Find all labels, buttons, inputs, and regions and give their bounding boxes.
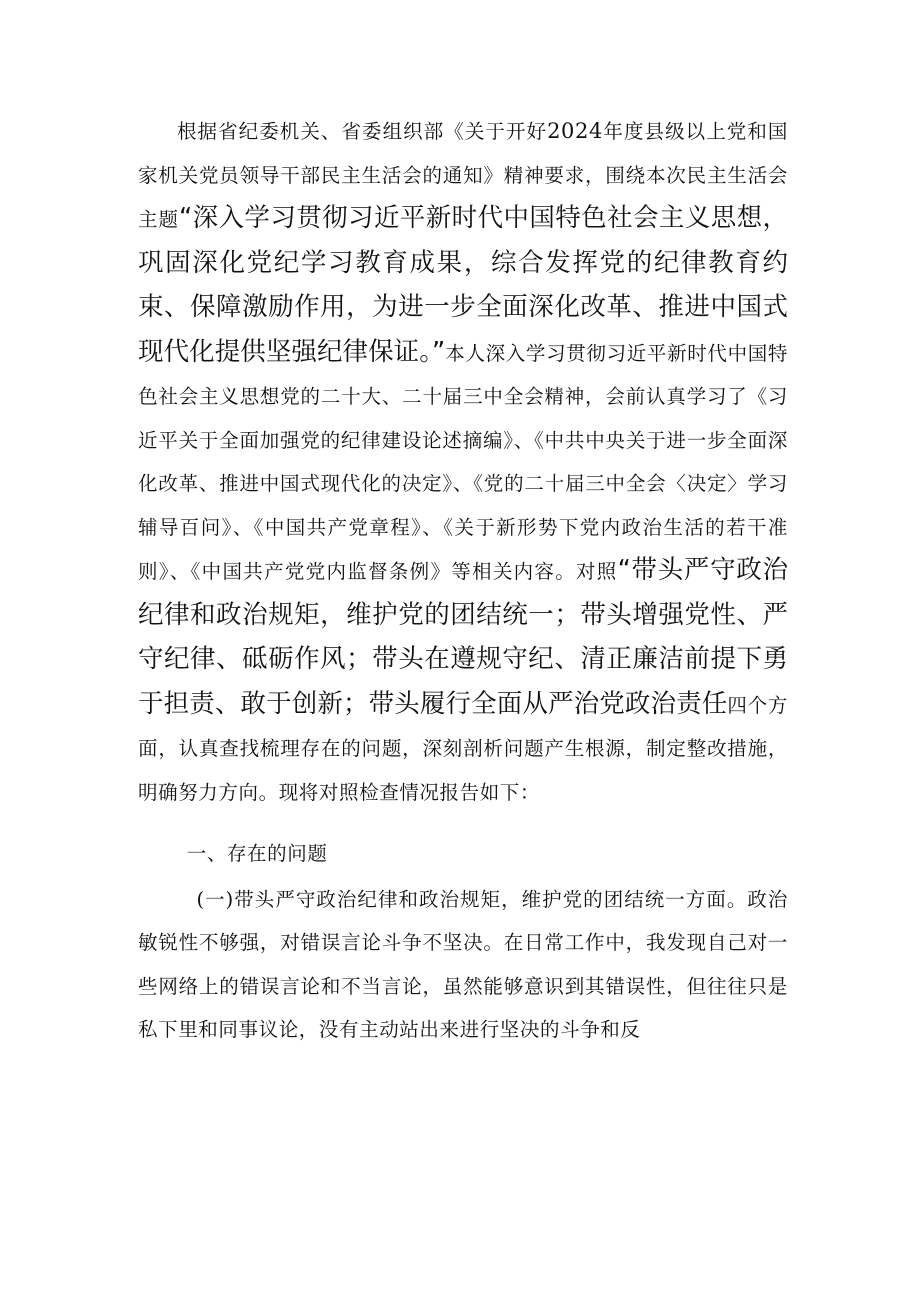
four-aspects: “带头严守政治纪律和政治规矩，维护党的团结统一；带头增强党性、严守纪律、砥砺作风；带头在遵规守纪、清正廉洁前提下勇于担责、敢于创新；带头履行全面从严治党政治责任 xyxy=(138,555,788,719)
intro-text-4: 四个方面，认真查找梳理存在的问题，深刻剖析问题产生根源，制定整改措施，明确努力方向。现将对照检查情况报告如下： xyxy=(138,693,788,804)
intro-text-1: 根据省纪委机关、省委组织部《关于开好 xyxy=(177,120,548,143)
intro-text-2: 年度县级以上党和国家机关党员领导干部民主生活会的通知》精神要求，围绕本次民主生活会主题 xyxy=(138,120,788,231)
subsection-title: (一)带头严守政治纪律和政治规矩，维护党的团结统一方面。 xyxy=(196,887,748,911)
section-heading: 一、存在的问题 xyxy=(186,842,328,865)
intro-paragraph xyxy=(138,110,788,814)
subsection-paragraph xyxy=(138,878,788,1052)
intro-year: 2024 xyxy=(547,119,603,143)
subsection-body: 政治敏锐性不够强，对错误言论斗争不坚决。在日常工作中，我发现自己对一些网络上的错误言论和不当言论，虽然能够意识到其错误性，但往往只是私下里和同事议论，没有主动站出来进行坚决的斗争和反 xyxy=(138,887,788,1041)
meeting-theme: “深入学习贯彻习近平新时代中国特色社会主义思想，巩固深化党纪学习教育成果，综合发挥党的纪律教育约束、保障激励作用，为进一步全面深化改革、推进中国式现代化提供坚强纪律保证。” xyxy=(138,203,788,367)
intro-text-3: 本人深入学习贯彻习近平新时代中国特色社会主义思想党的二十大、二十届三中全会精神，会前认真学习了《习近平关于全面加强党的纪律建设论述摘编》、《中共中央关于进一步全面深化改革、推进中国式现代化的决定》、《党的二十届三中全会〈决定〉学习辅导百问》、《中国共产党章程》、《关于新形势下党内政治生活的若干准则》、《中国共产党党内监督条例》等相关内容。对照 xyxy=(138,341,788,583)
document-body xyxy=(138,110,788,1052)
